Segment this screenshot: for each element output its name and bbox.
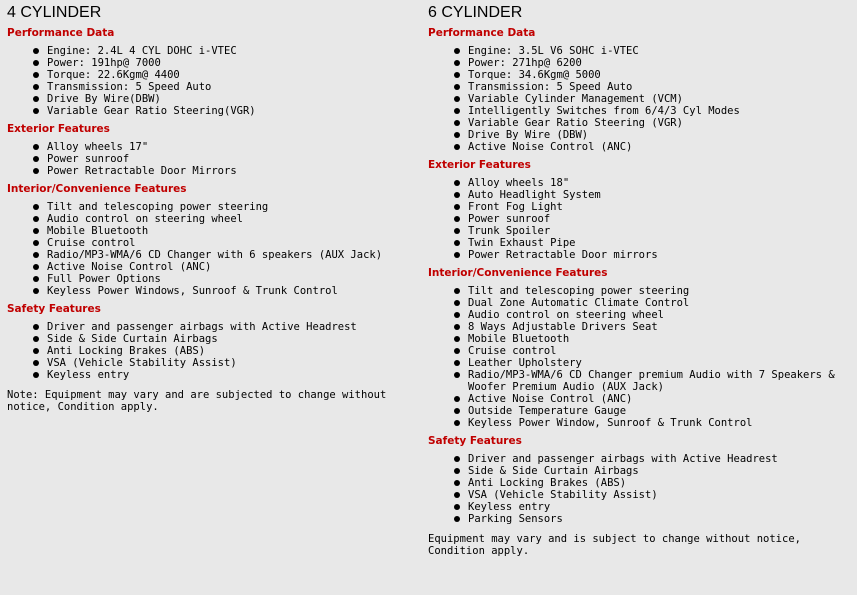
bullet-icon <box>454 204 460 210</box>
list-item-text: Transmission: 5 Speed Auto <box>468 81 633 93</box>
list-item-text: Engine: 3.5L V6 SOHC i-VTEC <box>468 45 639 57</box>
list-item <box>428 357 848 369</box>
list-item <box>428 297 848 309</box>
list-item-text: Mobile Bluetooth <box>47 225 149 237</box>
bullet-icon <box>33 204 39 210</box>
list-item <box>428 129 848 141</box>
list-item <box>428 69 848 81</box>
list-item <box>428 177 848 189</box>
feature-list <box>7 141 415 177</box>
list-item <box>428 285 848 297</box>
list-item-text: Parking Sensors <box>468 513 563 525</box>
bullet-icon <box>454 72 460 78</box>
list-item <box>428 321 848 333</box>
list-item <box>7 213 415 225</box>
list-item <box>7 201 415 213</box>
list-item-text: Transmission: 5 Speed Auto <box>47 81 212 93</box>
column-6-cylinder <box>428 3 848 557</box>
bullet-icon <box>454 48 460 54</box>
section-heading: Safety Features <box>7 303 101 315</box>
feature-list <box>428 45 848 153</box>
list-item <box>428 453 848 465</box>
bullet-icon <box>33 252 39 258</box>
column-title: 4 CYLINDER <box>7 4 102 21</box>
section-heading: Performance Data <box>7 27 115 39</box>
bullet-icon <box>33 264 39 270</box>
list-item <box>7 261 415 273</box>
bullet-icon <box>454 288 460 294</box>
disclaimer-note: Equipment may vary and is subject to change without notice, Condition apply. <box>428 533 801 557</box>
bullet-icon <box>33 372 39 378</box>
bullet-icon <box>454 492 460 498</box>
list-item <box>428 417 848 429</box>
list-item <box>428 93 848 105</box>
bullet-icon <box>454 312 460 318</box>
bullet-icon <box>33 144 39 150</box>
bullet-icon <box>454 420 460 426</box>
list-item <box>7 357 415 369</box>
bullet-icon <box>454 348 460 354</box>
list-item-text: Keyless Power Window, Sunroof & Trunk Control <box>468 417 753 429</box>
section-safety-features <box>428 433 848 525</box>
list-item <box>428 465 848 477</box>
feature-list <box>428 177 848 261</box>
list-item <box>428 309 848 321</box>
list-item <box>7 345 415 357</box>
section-heading: Exterior Features <box>7 123 110 135</box>
bullet-icon <box>454 84 460 90</box>
feature-list <box>7 321 415 381</box>
list-item <box>428 369 848 393</box>
bullet-icon <box>33 84 39 90</box>
bullet-icon <box>454 240 460 246</box>
list-item-text: Power: 191hp@ 7000 <box>47 57 161 69</box>
feature-list <box>7 201 415 297</box>
list-item-text: Power: 271hp@ 6200 <box>468 57 582 69</box>
bullet-icon <box>33 60 39 66</box>
section-heading: Performance Data <box>428 27 536 39</box>
list-item <box>428 105 848 117</box>
list-item-text: Front Fog Light <box>468 201 563 213</box>
bullet-icon <box>33 348 39 354</box>
bullet-icon <box>33 168 39 174</box>
list-item <box>7 165 415 177</box>
list-item <box>428 333 848 345</box>
bullet-icon <box>454 132 460 138</box>
list-item-text: Keyless Power Windows, Sunroof & Trunk Control <box>47 285 338 297</box>
bullet-icon <box>454 108 460 114</box>
list-item <box>7 273 415 285</box>
list-item <box>7 57 415 69</box>
bullet-icon <box>33 228 39 234</box>
list-item <box>7 69 415 81</box>
section-performance-data <box>7 25 415 117</box>
section-performance-data <box>428 25 848 153</box>
list-item <box>428 501 848 513</box>
list-item <box>428 489 848 501</box>
list-item-text: Active Noise Control (ANC) <box>47 261 212 273</box>
disclaimer-note: Note: Equipment may vary and are subjected to change without notice, Condition apply. <box>7 389 387 413</box>
list-item-text: Drive By Wire(DBW) <box>47 93 161 105</box>
bullet-icon <box>454 360 460 366</box>
list-item <box>428 477 848 489</box>
bullet-icon <box>33 156 39 162</box>
list-item <box>7 225 415 237</box>
list-item <box>7 333 415 345</box>
list-item <box>7 81 415 93</box>
bullet-icon <box>33 108 39 114</box>
list-item-text: Driver and passenger airbags with Active Headrest <box>47 321 357 333</box>
list-item <box>7 285 415 297</box>
list-item <box>428 45 848 57</box>
section-interior-convenience-features <box>7 181 415 297</box>
bullet-icon <box>454 336 460 342</box>
list-item <box>7 153 415 165</box>
list-item <box>7 93 415 105</box>
column-4-cylinder <box>7 3 415 413</box>
list-item <box>7 369 415 381</box>
list-item <box>428 405 848 417</box>
list-item <box>428 213 848 225</box>
bullet-icon <box>454 96 460 102</box>
list-item-text: VSA (Vehicle Stability Assist) <box>47 357 237 369</box>
list-item-text: Torque: 34.6Kgm@ 5000 <box>468 69 601 81</box>
section-heading: Interior/Convenience Features <box>7 183 187 195</box>
list-item <box>428 201 848 213</box>
list-item <box>428 393 848 405</box>
list-item <box>428 189 848 201</box>
list-item <box>428 237 848 249</box>
list-item-text: Dual Zone Automatic Climate Control <box>468 297 690 309</box>
feature-list <box>428 285 848 429</box>
bullet-icon <box>454 504 460 510</box>
list-item-text: Power Retractable Door mirrors <box>468 249 658 261</box>
list-item-text: Power sunroof <box>468 213 551 225</box>
list-item <box>7 321 415 333</box>
bullet-icon <box>33 276 39 282</box>
list-item-text: Anti Locking Brakes (ABS) <box>468 477 627 489</box>
section-exterior-features <box>428 157 848 261</box>
list-item <box>7 249 415 261</box>
list-item-text: Variable Cylinder Management (VCM) <box>468 93 683 105</box>
list-item-text: Drive By Wire (DBW) <box>468 129 589 141</box>
section-heading: Exterior Features <box>428 159 531 171</box>
list-item-text: Keyless entry <box>468 501 551 513</box>
list-item-text: Radio/MP3-WMA/6 CD Changer premium Audio with 7 Speakers & Woofer Premium Audio (AUX Jack) <box>468 369 835 393</box>
bullet-icon <box>33 96 39 102</box>
bullet-icon <box>454 192 460 198</box>
list-item-text: Power Retractable Door Mirrors <box>47 165 237 177</box>
list-item-text: Driver and passenger airbags with Active Headrest <box>468 453 778 465</box>
section-exterior-features <box>7 121 415 177</box>
list-item-text: 8 Ways Adjustable Drivers Seat <box>468 321 658 333</box>
list-item-text: Trunk Spoiler <box>468 225 551 237</box>
bullet-icon <box>33 360 39 366</box>
list-item-text: Audio control on steering wheel <box>47 213 243 225</box>
bullet-icon <box>33 216 39 222</box>
list-item <box>428 57 848 69</box>
list-item <box>428 81 848 93</box>
list-item-text: Cruise control <box>468 345 557 357</box>
list-item-text: Variable Gear Ratio Steering(VGR) <box>47 105 256 117</box>
list-item <box>428 249 848 261</box>
bullet-icon <box>454 180 460 186</box>
bullet-icon <box>454 216 460 222</box>
bullet-icon <box>454 252 460 258</box>
list-item-text: Mobile Bluetooth <box>468 333 570 345</box>
column-title: 6 CYLINDER <box>428 4 523 21</box>
list-item-text: Tilt and telescoping power steering <box>468 285 690 297</box>
sections-container <box>7 25 415 381</box>
list-item <box>428 117 848 129</box>
list-item-text: Active Noise Control (ANC) <box>468 141 633 153</box>
bullet-icon <box>454 228 460 234</box>
list-item-text: Audio control on steering wheel <box>468 309 664 321</box>
list-item-text: Engine: 2.4L 4 CYL DOHC i-VTEC <box>47 45 237 57</box>
feature-list <box>428 453 848 525</box>
section-heading: Interior/Convenience Features <box>428 267 608 279</box>
sections-container <box>428 25 848 525</box>
list-item <box>428 225 848 237</box>
list-item-text: Alloy wheels 18" <box>468 177 570 189</box>
list-item-text: Side & Side Curtain Airbags <box>47 333 218 345</box>
bullet-icon <box>33 48 39 54</box>
bullet-icon <box>454 324 460 330</box>
list-item-text: Active Noise Control (ANC) <box>468 393 633 405</box>
list-item-text: Full Power Options <box>47 273 161 285</box>
list-item-text: Tilt and telescoping power steering <box>47 201 269 213</box>
bullet-icon <box>33 240 39 246</box>
bullet-icon <box>33 336 39 342</box>
list-item-text: Auto Headlight System <box>468 189 601 201</box>
bullet-icon <box>454 408 460 414</box>
list-item-text: VSA (Vehicle Stability Assist) <box>468 489 658 501</box>
list-item <box>7 105 415 117</box>
list-item-text: Outside Temperature Gauge <box>468 405 627 417</box>
bullet-icon <box>454 468 460 474</box>
bullet-icon <box>33 324 39 330</box>
list-item-text: Alloy wheels 17" <box>47 141 149 153</box>
list-item <box>428 141 848 153</box>
bullet-icon <box>454 456 460 462</box>
list-item-text: Twin Exhaust Pipe <box>468 237 576 249</box>
bullet-icon <box>454 144 460 150</box>
bullet-icon <box>33 288 39 294</box>
list-item-text: Leather Upholstery <box>468 357 582 369</box>
bullet-icon <box>454 480 460 486</box>
list-item-text: Side & Side Curtain Airbags <box>468 465 639 477</box>
section-heading: Safety Features <box>428 435 522 447</box>
list-item-text: Keyless entry <box>47 369 130 381</box>
bullet-icon <box>454 120 460 126</box>
bullet-icon <box>454 300 460 306</box>
section-interior-convenience-features <box>428 265 848 429</box>
list-item-text: Power sunroof <box>47 153 130 165</box>
list-item-text: Intelligently Switches from 6/4/3 Cyl Modes <box>468 105 740 117</box>
list-item-text: Variable Gear Ratio Steering (VGR) <box>468 117 683 129</box>
bullet-icon <box>454 60 460 66</box>
bullet-icon <box>454 372 460 378</box>
list-item-text: Anti Locking Brakes (ABS) <box>47 345 206 357</box>
list-item <box>7 45 415 57</box>
bullet-icon <box>454 516 460 522</box>
list-item <box>428 345 848 357</box>
section-safety-features <box>7 301 415 381</box>
feature-list <box>7 45 415 117</box>
list-item-text: Cruise control <box>47 237 136 249</box>
list-item-text: Radio/MP3-WMA/6 CD Changer with 6 speakers (AUX Jack) <box>47 249 383 261</box>
bullet-icon <box>33 72 39 78</box>
bullet-icon <box>454 396 460 402</box>
list-item <box>7 141 415 153</box>
list-item <box>428 513 848 525</box>
list-item <box>7 237 415 249</box>
list-item-text: Torque: 22.6Kgm@ 4400 <box>47 69 180 81</box>
